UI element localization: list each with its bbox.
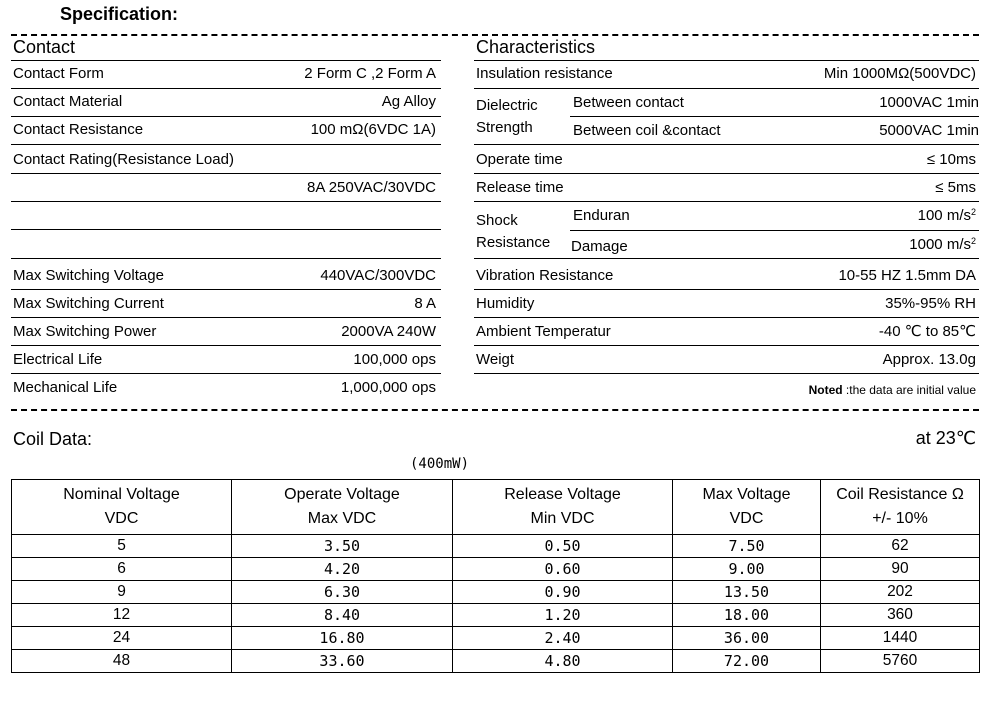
table-cell: 1440 xyxy=(821,627,980,650)
table-cell: 7.50 xyxy=(673,535,821,558)
release-time-label: Release time xyxy=(476,179,564,196)
dielectric-value-2: 5000VAC 1min xyxy=(879,122,979,139)
table-cell: 0.90 xyxy=(453,581,673,604)
coil-column-header xyxy=(232,480,453,535)
ambient-temperature-label: Ambient Temperatur xyxy=(476,323,611,340)
table-cell: 24 xyxy=(12,627,232,650)
contact-row-label: Contact Form xyxy=(13,65,104,82)
humidity-value: 35%-95% RH xyxy=(885,295,976,312)
dielectric-between-coil-contact: Between coil &contact xyxy=(573,122,721,139)
contact-row-label: Max Switching Current xyxy=(13,295,164,312)
table-cell: 48 xyxy=(12,650,232,673)
coil-column-header xyxy=(821,480,980,535)
header-line: VDC xyxy=(729,510,764,527)
table-cell: 12 xyxy=(12,604,232,627)
row-divider xyxy=(11,345,441,346)
row-divider xyxy=(11,88,441,89)
dielectric-between-contact: Between contact xyxy=(573,94,684,111)
table-cell: 72.00 xyxy=(673,650,821,673)
table-cell: 18.00 xyxy=(673,604,821,627)
header-line: Release Voltage xyxy=(504,486,621,503)
shock-label-2: Resistance xyxy=(476,234,551,251)
row-divider xyxy=(11,289,441,290)
table-cell: 4.80 xyxy=(453,650,673,673)
table-cell: 62 xyxy=(821,535,980,558)
header-line: VDC xyxy=(104,510,139,527)
contact-row-value: Ag Alloy xyxy=(381,93,436,110)
table-cell: 5760 xyxy=(821,650,980,673)
dielectric-value-1: 1000VAC 1min xyxy=(879,94,979,111)
contact-row-label: Max Switching Power xyxy=(13,323,157,340)
contact-row-label: Mechanical Life xyxy=(13,379,118,396)
header-line: Operate Voltage xyxy=(284,486,400,503)
table-cell: 202 xyxy=(821,581,980,604)
table-cell: 90 xyxy=(821,558,980,581)
table-row xyxy=(12,627,980,650)
table-cell: 1.20 xyxy=(453,604,673,627)
characteristics-heading: Characteristics xyxy=(476,37,596,57)
row-divider xyxy=(11,116,441,117)
table-cell: 2.40 xyxy=(453,627,673,650)
table-cell: 5 xyxy=(12,535,232,558)
header-line: Min VDC xyxy=(530,510,595,527)
row-divider xyxy=(11,229,441,230)
header-line: Nominal Voltage xyxy=(63,486,180,503)
coil-data-title: Coil Data: xyxy=(13,429,93,449)
release-time-value: ≤ 5ms xyxy=(935,179,976,196)
contact-row-label: Max Switching Voltage xyxy=(13,267,164,284)
table-cell: 16.80 xyxy=(232,627,453,650)
initial-value-note: Noted :the data are initial value xyxy=(808,383,976,397)
contact-row-value: 8 A xyxy=(414,295,436,312)
contact-row-label: Contact Resistance xyxy=(13,121,144,138)
header-line: Max VDC xyxy=(307,510,377,527)
ambient-temperature-value: -40 ℃ to 85℃ xyxy=(878,323,976,340)
coil-power: (400mW) xyxy=(410,456,470,472)
table-cell: 13.50 xyxy=(673,581,821,604)
shock-endurance-label: Enduran xyxy=(573,207,630,224)
table-cell: 0.60 xyxy=(453,558,673,581)
contact-row-value: 440VAC/300VDC xyxy=(320,267,436,284)
contact-row-value: 100 mΩ(6VDC 1A) xyxy=(310,121,436,138)
row-divider xyxy=(11,258,441,259)
insulation-value: Min 1000MΩ(500VDC) xyxy=(823,65,976,82)
table-row xyxy=(12,604,980,627)
table-cell: 360 xyxy=(821,604,980,627)
table-cell: 6.30 xyxy=(232,581,453,604)
vibration-value: 10-55 HZ 1.5mm DA xyxy=(838,267,976,284)
table-cell: 9 xyxy=(12,581,232,604)
table-cell: 33.60 xyxy=(232,650,453,673)
table-cell: 8.40 xyxy=(232,604,453,627)
table-row xyxy=(12,558,980,581)
shock-label: Shock xyxy=(476,212,518,229)
contact-row-label: Electrical Life xyxy=(13,351,103,368)
dielectric-label-2: Strength xyxy=(476,119,533,136)
bottom-dashed-divider xyxy=(11,409,979,411)
row-divider xyxy=(11,173,441,174)
contact-row-value: 2 Form C ,2 Form A xyxy=(304,65,436,82)
operate-time-value: ≤ 10ms xyxy=(926,151,976,168)
header-line: Coil Resistance Ω xyxy=(836,486,964,503)
table-cell: 4.20 xyxy=(232,558,453,581)
contact-heading: Contact xyxy=(13,37,76,57)
row-divider xyxy=(11,373,441,374)
coil-data-table xyxy=(11,479,980,673)
table-row xyxy=(12,535,980,558)
table-row xyxy=(12,581,980,604)
table-cell: 6 xyxy=(12,558,232,581)
coil-data-temperature: at 23℃ xyxy=(915,428,976,448)
contact-row-value: 100,000 ops xyxy=(353,351,436,368)
contact-row-label: Contact Rating(Resistance Load) xyxy=(13,151,234,168)
coil-column-header xyxy=(12,480,232,535)
table-cell: 36.00 xyxy=(673,627,821,650)
dielectric-label: Dielectric xyxy=(476,97,538,114)
contact-row-value: 8A 250VAC/30VDC xyxy=(307,179,436,196)
table-cell: 0.50 xyxy=(453,535,673,558)
contact-row-value: 2000VA 240W xyxy=(341,323,436,340)
insulation-label: Insulation resistance xyxy=(476,65,613,82)
contact-row-value: 1,000,000 ops xyxy=(340,379,436,396)
table-cell: 3.50 xyxy=(232,535,453,558)
humidity-label: Humidity xyxy=(476,295,535,312)
coil-column-header xyxy=(453,480,673,535)
table-cell: 9.00 xyxy=(673,558,821,581)
shock-endurance-value: 100 $m/s^2$ xyxy=(917,207,976,224)
row-divider xyxy=(11,144,441,145)
row-divider xyxy=(11,201,441,202)
shock-damage-value: 1000 $m/s^2$ xyxy=(909,236,976,253)
contact-row-label: Contact Material xyxy=(13,93,123,110)
header-line: +/- 10% xyxy=(872,510,928,527)
shock-damage-label: Damage xyxy=(571,238,628,255)
vibration-label: Vibration Resistance xyxy=(476,267,614,284)
row-divider xyxy=(11,317,441,318)
operate-time-label: Operate time xyxy=(476,151,563,168)
page-title: Specification: xyxy=(60,4,179,24)
weight-label: Weigt xyxy=(476,351,515,368)
coil-column-header xyxy=(673,480,821,535)
table-row xyxy=(12,650,980,673)
header-line: Max Voltage xyxy=(702,486,791,503)
weight-value: Approx. 13.0g xyxy=(882,351,976,368)
